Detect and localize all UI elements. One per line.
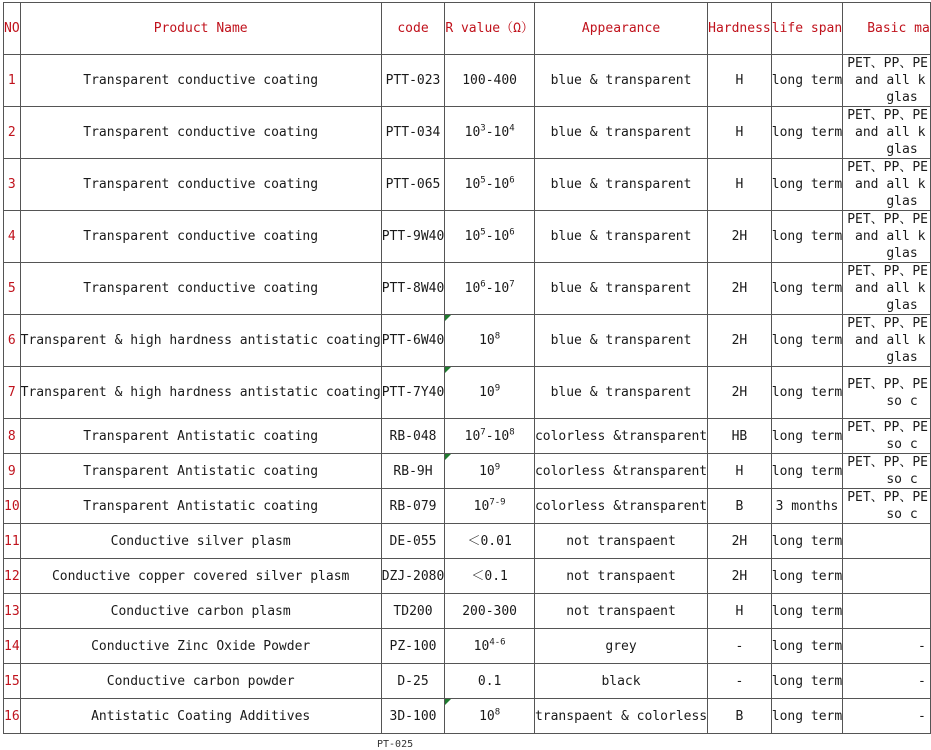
product-name: Transparent & high hardness antistatic coating [20,315,381,367]
r-value-exponent: 5 [480,227,486,238]
row-number: 13 [4,594,21,629]
appearance: blue & transparent [534,315,707,367]
product-code: PTT-065 [381,159,445,211]
product-name: Transparent Antistatic coating [20,454,381,489]
r-value-range: -10 [485,177,510,192]
basic-material: PET、PP、PE so c [843,367,931,419]
life-span: 3 months [771,489,842,524]
header-r-value: R value（Ω） [445,3,535,55]
basic-material: PET、PP、PE and all k glas [843,159,931,211]
appearance: blue & transparent [534,107,707,159]
r-value-base: 0.1 [477,673,502,689]
r-value-exponent-upper: 6 [509,175,515,186]
header-code: code [381,3,445,55]
r-value-exponent-upper: 7 [509,279,515,290]
row-number: 4 [4,211,21,263]
table-row [4,594,931,629]
r-value [445,699,535,734]
product-code: RB-079 [381,489,445,524]
header-basic-material: Basic ma [843,3,931,55]
basic-material: PET、PP、PE and all k glas [843,55,931,107]
product-name: Transparent conductive coating [20,107,381,159]
product-name: Transparent conductive coating [20,263,381,315]
basic-material: PET、PP、PE and all k glas [843,107,931,159]
life-span: long term [771,524,842,559]
table-row [4,664,931,699]
appearance: blue & transparent [534,55,707,107]
header-no: NO [4,3,21,55]
product-code: PTT-034 [381,107,445,159]
r-value-base: 10 [464,428,481,444]
r-value-base: 10 [479,333,495,348]
cell-comment-marker [445,367,451,373]
r-value-base: 10 [479,463,495,479]
row-number: 11 [4,524,21,559]
r-value-base: 10 [464,177,481,192]
hardness: 2H [708,315,772,367]
cell-comment-marker [445,454,451,460]
r-value-exponent-upper: 4 [509,123,515,134]
r-value-base: 200-300 [462,603,518,619]
r-value [445,419,535,454]
r-value [445,211,535,263]
table-row [4,159,931,211]
appearance: not transpaent [534,559,707,594]
table-row [4,559,931,594]
r-value [445,315,535,367]
row-number: 2 [4,107,21,159]
appearance: not transpaent [534,524,707,559]
hardness: 2H [708,211,772,263]
basic-material [843,594,931,629]
product-code: PTT-6W40 [381,315,445,367]
r-value-exponent: 9 [494,383,501,394]
basic-material: PET、PP、PE so c [843,454,931,489]
table-row [4,454,931,489]
r-value [445,107,535,159]
life-span: long term [771,559,842,594]
r-value [445,55,535,107]
product-name: Conductive carbon powder [20,664,381,699]
basic-material: - [843,664,931,699]
hardness: 2H [708,524,772,559]
row-number: 5 [4,263,21,315]
row-number: 15 [4,664,21,699]
life-span: long term [771,699,842,734]
hardness: H [708,454,772,489]
product-code: RB-048 [381,419,445,454]
product-code: RB-9H [381,454,445,489]
product-name: Conductive copper covered silver plasm [20,559,381,594]
hardness: H [708,594,772,629]
r-value-base: 10 [464,125,481,140]
header-hardness: Hardness [708,3,772,55]
row-number: 6 [4,315,21,367]
appearance: colorless &transparent [534,454,707,489]
r-value-exponent: 9 [494,462,501,473]
basic-material: PET、PP、PE so c [843,419,931,454]
basic-material: PET、PP、PE and all k glas [843,263,931,315]
r-value [445,263,535,315]
life-span: long term [771,263,842,315]
appearance: blue & transparent [534,263,707,315]
life-span: long term [771,629,842,664]
table-row [4,315,931,367]
r-value-exponent: 4-6 [489,637,506,648]
hardness: H [708,159,772,211]
product-name: Conductive carbon plasm [20,594,381,629]
r-value-range: -10 [485,229,510,244]
r-value-exponent: 7 [480,427,486,438]
appearance: grey [534,629,707,664]
table-row [4,263,931,315]
life-span: long term [771,367,842,419]
appearance: transpaent & colorless [534,699,707,734]
r-value-base: 10 [473,498,490,514]
hardness: 2H [708,559,772,594]
life-span: long term [771,211,842,263]
row-number: 3 [4,159,21,211]
header-row [4,3,931,55]
cell-comment-marker [445,315,451,321]
product-code: DE-055 [381,524,445,559]
product-name: Transparent conductive coating [20,211,381,263]
table-row [4,489,931,524]
hardness: 2H [708,263,772,315]
product-code: PTT-8W40 [381,263,445,315]
product-name: Transparent & high hardness antistatic coating [20,367,381,419]
appearance: colorless &transparent [534,419,707,454]
r-value-range: -10 [485,281,510,296]
r-value-exponent-upper: 8 [509,427,515,438]
r-value-base: ＜0.01 [467,533,512,549]
product-code: DZJ-2080 [381,559,445,594]
r-value-range: -10 [485,125,510,140]
r-value [445,454,535,489]
table-row [4,367,931,419]
product-code: TD200 [381,594,445,629]
r-value-exponent-upper: 6 [509,227,515,238]
hardness: B [708,699,772,734]
r-value-exponent: 5 [480,175,486,186]
table-row [4,629,931,664]
table-row [4,699,931,734]
r-value-base: 10 [464,229,481,244]
r-value-base: 10 [473,638,490,654]
r-value-base: 10 [464,281,481,296]
life-span: long term [771,55,842,107]
hardness: H [708,55,772,107]
r-value-exponent: 8 [494,707,501,718]
r-value [445,489,535,524]
header-appearance: Appearance [534,3,707,55]
r-value-base: 10 [479,385,495,400]
product-name: Conductive Zinc Oxide Powder [20,629,381,664]
r-value [445,664,535,699]
header-life-span: life span [771,3,842,55]
life-span: long term [771,315,842,367]
r-value-exponent: 6 [480,279,486,290]
appearance: blue & transparent [534,159,707,211]
appearance: blue & transparent [534,367,707,419]
basic-material [843,524,931,559]
table-row [4,524,931,559]
appearance: colorless &transparent [534,489,707,524]
hardness: 2H [708,367,772,419]
product-name: Conductive silver plasm [20,524,381,559]
r-value-range: -10 [485,428,510,444]
cell-comment-marker [445,699,451,705]
r-value-base: ＜0.1 [471,568,508,584]
table-row [4,419,931,454]
life-span: long term [771,594,842,629]
row-number: 8 [4,419,21,454]
r-value-exponent: 7-9 [489,497,506,508]
product-code: PTT-9W40 [381,211,445,263]
r-value [445,367,535,419]
hardness: - [708,664,772,699]
hardness: B [708,489,772,524]
row-number: 7 [4,367,21,419]
life-span: long term [771,664,842,699]
hardness: HB [708,419,772,454]
product-name: Transparent conductive coating [20,55,381,107]
product-code: 3D-100 [381,699,445,734]
r-value [445,629,535,664]
hardness: H [708,107,772,159]
row-number: 12 [4,559,21,594]
appearance: black [534,664,707,699]
row-number: 16 [4,699,21,734]
product-code: PTT-023 [381,55,445,107]
hardness: - [708,629,772,664]
r-value [445,524,535,559]
table-row [4,211,931,263]
basic-material: PET、PP、PE and all k glas [843,315,931,367]
table-row [4,55,931,107]
product-name: Transparent conductive coating [20,159,381,211]
row-number: 14 [4,629,21,664]
row-number: 1 [4,55,21,107]
basic-material: - [843,629,931,664]
appearance: not transpaent [534,594,707,629]
table-row [4,107,931,159]
r-value [445,559,535,594]
r-value-exponent: 3 [480,123,486,134]
life-span: long term [771,159,842,211]
basic-material: PET、PP、PE and all k glas [843,211,931,263]
header-product-name: Product Name [20,3,381,55]
spec-sheet [3,2,931,734]
basic-material: PET、PP、PE so c [843,489,931,524]
row-number: 9 [4,454,21,489]
row-number: 10 [4,489,21,524]
product-name: Transparent Antistatic coating [20,489,381,524]
product-table [3,2,931,734]
product-name: Antistatic Coating Additives [20,699,381,734]
appearance: blue & transparent [534,211,707,263]
r-value-base: 100-400 [462,73,518,88]
basic-material [843,559,931,594]
product-code: PZ-100 [381,629,445,664]
footer-fragment: PT-025 [377,739,414,750]
product-code: PTT-7Y40 [381,367,445,419]
r-value [445,159,535,211]
r-value-base: 10 [479,708,495,724]
basic-material: - [843,699,931,734]
life-span: long term [771,419,842,454]
life-span: long term [771,454,842,489]
product-code: D-25 [381,664,445,699]
product-name: Transparent Antistatic coating [20,419,381,454]
life-span: long term [771,107,842,159]
r-value-exponent: 8 [494,331,501,342]
r-value [445,594,535,629]
